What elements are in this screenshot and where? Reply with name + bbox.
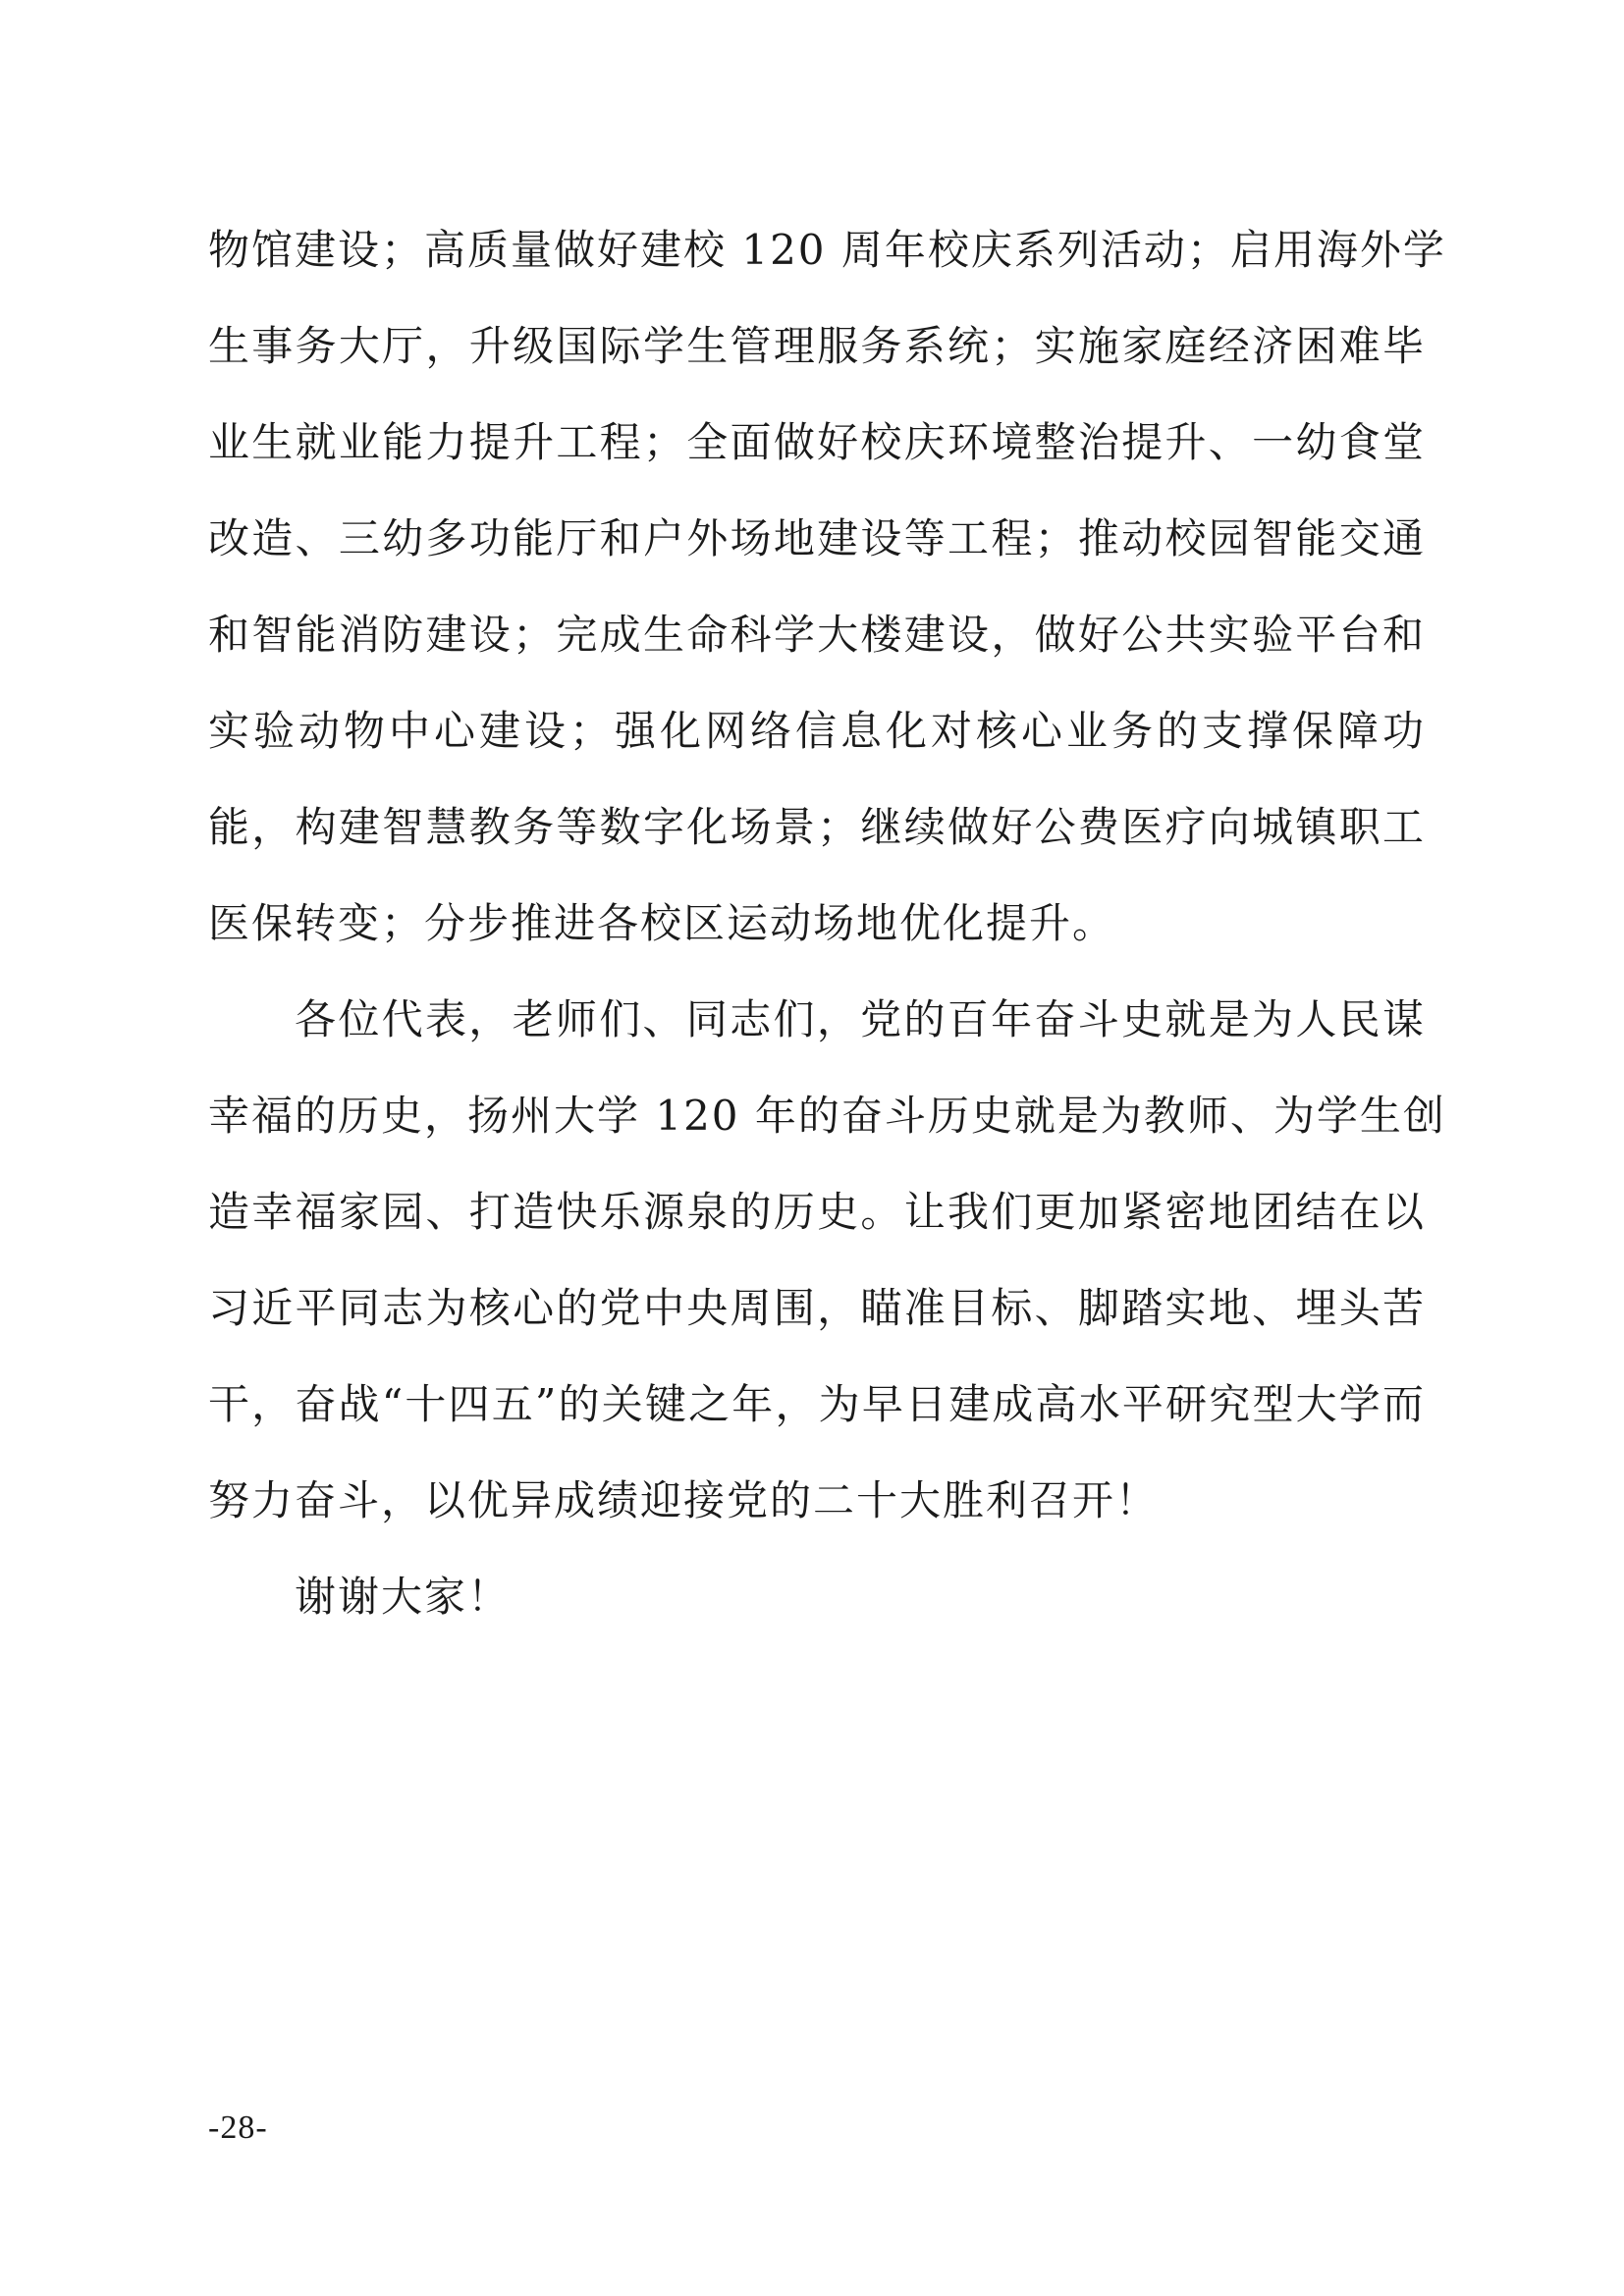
paragraph-1-line-4: 改造、三幼多功能厅和户外场地建设等工程；推动校园智能交通 <box>208 514 1426 562</box>
paragraph-2-line-1: 各位代表，老师们、同志们，党的百年奋斗史就是为人民谋 <box>295 995 1426 1043</box>
paragraph-1-line-8: 医保转变；分步推进各校区运动场地优化提升。 <box>208 899 1116 947</box>
body-text <box>208 202 1446 1645</box>
paragraph-1-line-1: 物馆建设；高质量做好建校 120 周年校庆系列活动；启用海外学 <box>208 226 1446 274</box>
paragraph-1-line-2: 生事务大厅，升级国际学生管理服务系统；实施家庭经济困难毕 <box>208 322 1426 370</box>
paragraph-1-line-3: 业生就业能力提升工程；全面做好校庆环境整治提升、一幼食堂 <box>208 418 1426 466</box>
paragraph-2-line-6: 努力奋斗，以优异成绩迎接党的二十大胜利召开！ <box>208 1476 1160 1524</box>
paragraph-2-line-4: 习近平同志为核心的党中央周围，瞄准目标、脚踏实地、埋头苦 <box>208 1284 1426 1332</box>
paragraph-1-line-7: 能，构建智慧教务等数字化场景；继续做好公费医疗向城镇职工 <box>208 803 1426 851</box>
paragraph-1-line-6: 实验动物中心建设；强化网络信息化对核心业务的支撑保障功 <box>208 707 1426 755</box>
paragraph-2-line-2: 幸福的历史，扬州大学 120 年的奋斗历史就是为教师、为学生创 <box>208 1092 1446 1140</box>
paragraph-2-line-5: 干，奋战“十四五”的关键之年，为早日建成高水平研究型大学而 <box>208 1380 1426 1428</box>
paragraph-2-line-3: 造幸福家园、打造快乐源泉的历史。让我们更加紧密地团结在以 <box>208 1188 1426 1236</box>
page-number: -28- <box>208 2109 268 2146</box>
paragraph-3-line-1: 谢谢大家！ <box>295 1573 512 1621</box>
paragraph-1-line-5: 和智能消防建设；完成生命科学大楼建设，做好公共实验平台和 <box>208 611 1426 659</box>
